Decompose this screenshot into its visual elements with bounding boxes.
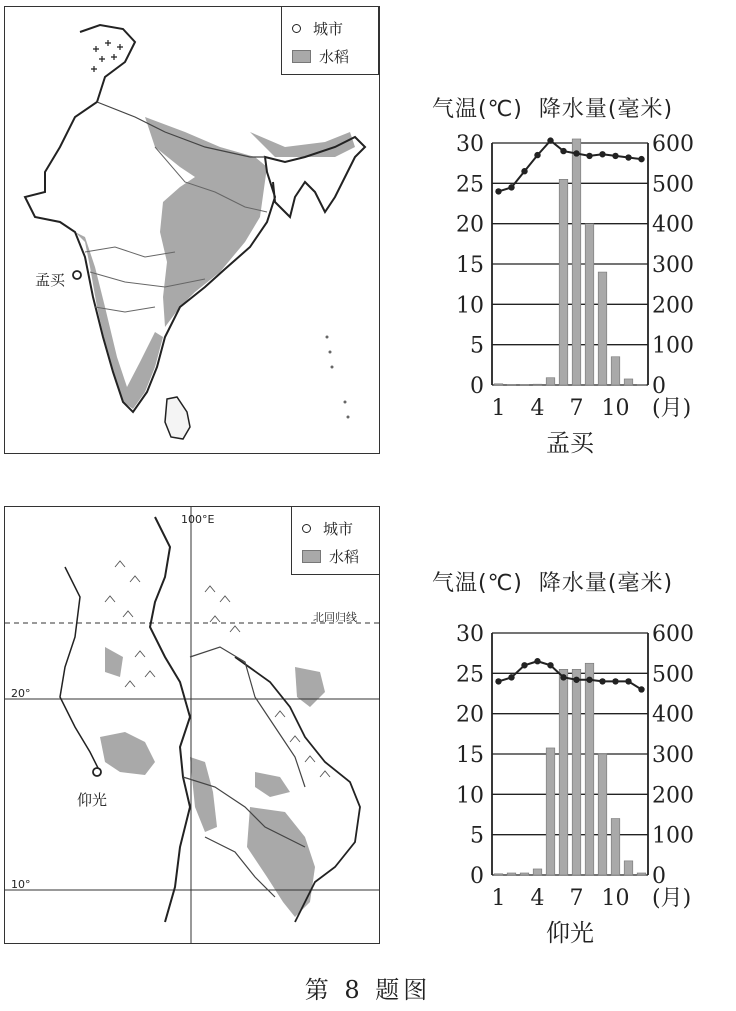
month-unit-label: (月) bbox=[652, 886, 692, 911]
rice-area-north-burma bbox=[105, 647, 123, 677]
legend-rice-text: 水稻 bbox=[319, 48, 350, 66]
precip-bar bbox=[494, 874, 503, 875]
precip-bar bbox=[572, 669, 581, 875]
precip-bar bbox=[520, 385, 529, 386]
chart-city-title: 仰光 bbox=[546, 919, 594, 947]
temperature-point bbox=[547, 137, 553, 143]
precip-tick-label: 200 bbox=[652, 293, 694, 319]
rice-area-central bbox=[190, 757, 217, 832]
chart1-right-axis-label: 降水量(毫米) bbox=[538, 97, 674, 122]
temp-tick-label: 25 bbox=[456, 172, 484, 198]
precip-tick-label: 200 bbox=[652, 783, 694, 809]
mumbai-label: 孟买 bbox=[35, 271, 66, 289]
precip-bar bbox=[507, 385, 516, 386]
indochina-map-panel bbox=[4, 506, 380, 944]
city-dot-icon-2 bbox=[302, 524, 311, 533]
legend-bottom bbox=[291, 506, 380, 575]
precip-tick-label: 500 bbox=[652, 172, 694, 198]
temp-tick-label: 10 bbox=[456, 783, 484, 809]
temperature-point bbox=[521, 662, 527, 668]
legend-city-text-2: 城市 bbox=[323, 520, 354, 538]
chart2-left-axis-label: 气温(℃) bbox=[432, 571, 523, 596]
precip-bar bbox=[598, 754, 607, 875]
chart1-left-axis-label: 气温(℃) bbox=[432, 97, 523, 122]
tropic-label: 北回归线 bbox=[313, 611, 357, 624]
burma-west-coast bbox=[60, 567, 100, 772]
temp-tick-label: 5 bbox=[470, 333, 484, 359]
chart2-header bbox=[432, 566, 673, 597]
sri-lanka-island bbox=[165, 397, 190, 439]
legend-city-text: 城市 bbox=[313, 20, 344, 38]
mumbai-climate-chart bbox=[430, 128, 736, 468]
month-tick-label: 4 bbox=[530, 886, 545, 911]
temp-tick-label: 20 bbox=[456, 212, 484, 238]
yangon-label: 仰光 bbox=[77, 791, 108, 809]
temp-tick-label: 20 bbox=[456, 702, 484, 728]
precip-bar bbox=[559, 669, 568, 875]
temp-tick-label: 5 bbox=[470, 823, 484, 849]
lat-10-label: 10° bbox=[11, 878, 31, 891]
month-tick-label: 10 bbox=[601, 886, 630, 911]
temp-tick-label: 10 bbox=[456, 293, 484, 319]
temperature-point bbox=[573, 150, 579, 156]
chart-city-title: 孟买 bbox=[546, 429, 594, 457]
temperature-point bbox=[534, 152, 540, 158]
temp-tick-label: 0 bbox=[470, 864, 484, 889]
temp-tick-label: 30 bbox=[456, 622, 484, 647]
temperature-point bbox=[508, 674, 514, 680]
island-dots bbox=[326, 336, 350, 419]
temp-tick-label: 25 bbox=[456, 662, 484, 688]
india-map-panel bbox=[4, 6, 380, 454]
precip-bar bbox=[533, 869, 542, 875]
precip-tick-label: 500 bbox=[652, 662, 694, 688]
precip-bar bbox=[611, 819, 620, 875]
temperature-point bbox=[560, 148, 566, 154]
precip-bar bbox=[546, 378, 555, 385]
precip-bar bbox=[637, 873, 646, 875]
month-tick-label: 7 bbox=[569, 396, 584, 421]
precip-bar bbox=[533, 384, 542, 385]
temperature-point bbox=[495, 678, 501, 684]
figure-caption: 第 8 题图 bbox=[304, 976, 432, 1004]
chart2-right-axis-label: 降水量(毫米) bbox=[538, 571, 674, 596]
temperature-point bbox=[547, 662, 553, 668]
temperature-point bbox=[560, 674, 566, 680]
yangon-city-marker bbox=[93, 768, 101, 776]
legend-city-row bbox=[292, 18, 343, 39]
temp-tick-label: 15 bbox=[456, 253, 484, 278]
precip-tick-label: 0 bbox=[652, 374, 666, 399]
rice-swatch-icon-2 bbox=[302, 550, 321, 563]
temperature-point bbox=[612, 678, 618, 684]
lat-20-label: 20° bbox=[11, 687, 31, 700]
temp-tick-label: 15 bbox=[456, 743, 484, 768]
yangon-climate-chart bbox=[430, 618, 736, 958]
precip-bar bbox=[494, 384, 503, 385]
rice-area-irrawaddy bbox=[100, 732, 155, 775]
temp-tick-label: 0 bbox=[470, 374, 484, 399]
burma-outline bbox=[150, 517, 190, 922]
month-tick-label: 1 bbox=[491, 886, 506, 911]
precip-bar bbox=[559, 179, 568, 385]
legend-rice-row-2 bbox=[302, 546, 359, 567]
precip-bar bbox=[624, 379, 633, 385]
rice-area-khorat bbox=[255, 772, 290, 797]
temperature-point bbox=[599, 151, 605, 157]
temperature-line bbox=[499, 661, 642, 689]
rice-area-north bbox=[145, 117, 267, 327]
precip-tick-label: 300 bbox=[652, 253, 694, 278]
precip-bar bbox=[624, 861, 633, 875]
precip-tick-label: 0 bbox=[652, 864, 666, 889]
temperature-point bbox=[586, 677, 592, 683]
precip-bar bbox=[598, 272, 607, 385]
precip-tick-label: 300 bbox=[652, 743, 694, 768]
city-dot-icon bbox=[292, 24, 301, 33]
temperature-point bbox=[495, 188, 501, 194]
temperature-point bbox=[638, 156, 644, 162]
legend-rice-text-2: 水稻 bbox=[329, 548, 360, 566]
precip-bar bbox=[611, 357, 620, 385]
rice-area-red-river bbox=[295, 667, 325, 707]
temperature-point bbox=[599, 678, 605, 684]
precip-bar bbox=[546, 748, 555, 875]
precip-bar bbox=[507, 873, 516, 875]
precip-bar bbox=[637, 385, 646, 386]
precip-tick-label: 100 bbox=[652, 333, 694, 359]
precip-tick-label: 600 bbox=[652, 622, 694, 647]
temperature-point bbox=[612, 153, 618, 159]
meridian-label: 100°E bbox=[181, 513, 215, 526]
month-unit-label: (月) bbox=[652, 396, 692, 421]
temperature-point bbox=[625, 154, 631, 160]
legend-city-row-2 bbox=[302, 518, 353, 539]
laos-border bbox=[190, 647, 305, 787]
precip-tick-label: 400 bbox=[652, 702, 694, 728]
legend-rice-row bbox=[292, 46, 349, 67]
month-tick-label: 7 bbox=[569, 886, 584, 911]
temperature-point bbox=[534, 658, 540, 664]
rice-swatch-icon bbox=[292, 50, 311, 63]
precip-bar bbox=[585, 663, 594, 875]
temperature-point bbox=[638, 686, 644, 692]
mumbai-city-marker bbox=[73, 271, 81, 279]
chart1-header bbox=[432, 92, 673, 123]
precip-tick-label: 600 bbox=[652, 132, 694, 157]
temperature-point bbox=[586, 153, 592, 159]
legend-top bbox=[281, 6, 379, 75]
precip-bar bbox=[520, 873, 529, 875]
temperature-point bbox=[521, 168, 527, 174]
river-narmada bbox=[85, 247, 175, 257]
precip-bar bbox=[572, 139, 581, 385]
precip-tick-label: 400 bbox=[652, 212, 694, 238]
precip-tick-label: 100 bbox=[652, 823, 694, 849]
temperature-point bbox=[625, 678, 631, 684]
month-tick-label: 4 bbox=[530, 396, 545, 421]
temperature-point bbox=[573, 677, 579, 683]
temp-tick-label: 30 bbox=[456, 132, 484, 157]
month-tick-label: 10 bbox=[601, 396, 630, 421]
month-tick-label: 1 bbox=[491, 396, 506, 421]
precip-bar bbox=[585, 224, 594, 385]
temperature-point bbox=[508, 184, 514, 190]
